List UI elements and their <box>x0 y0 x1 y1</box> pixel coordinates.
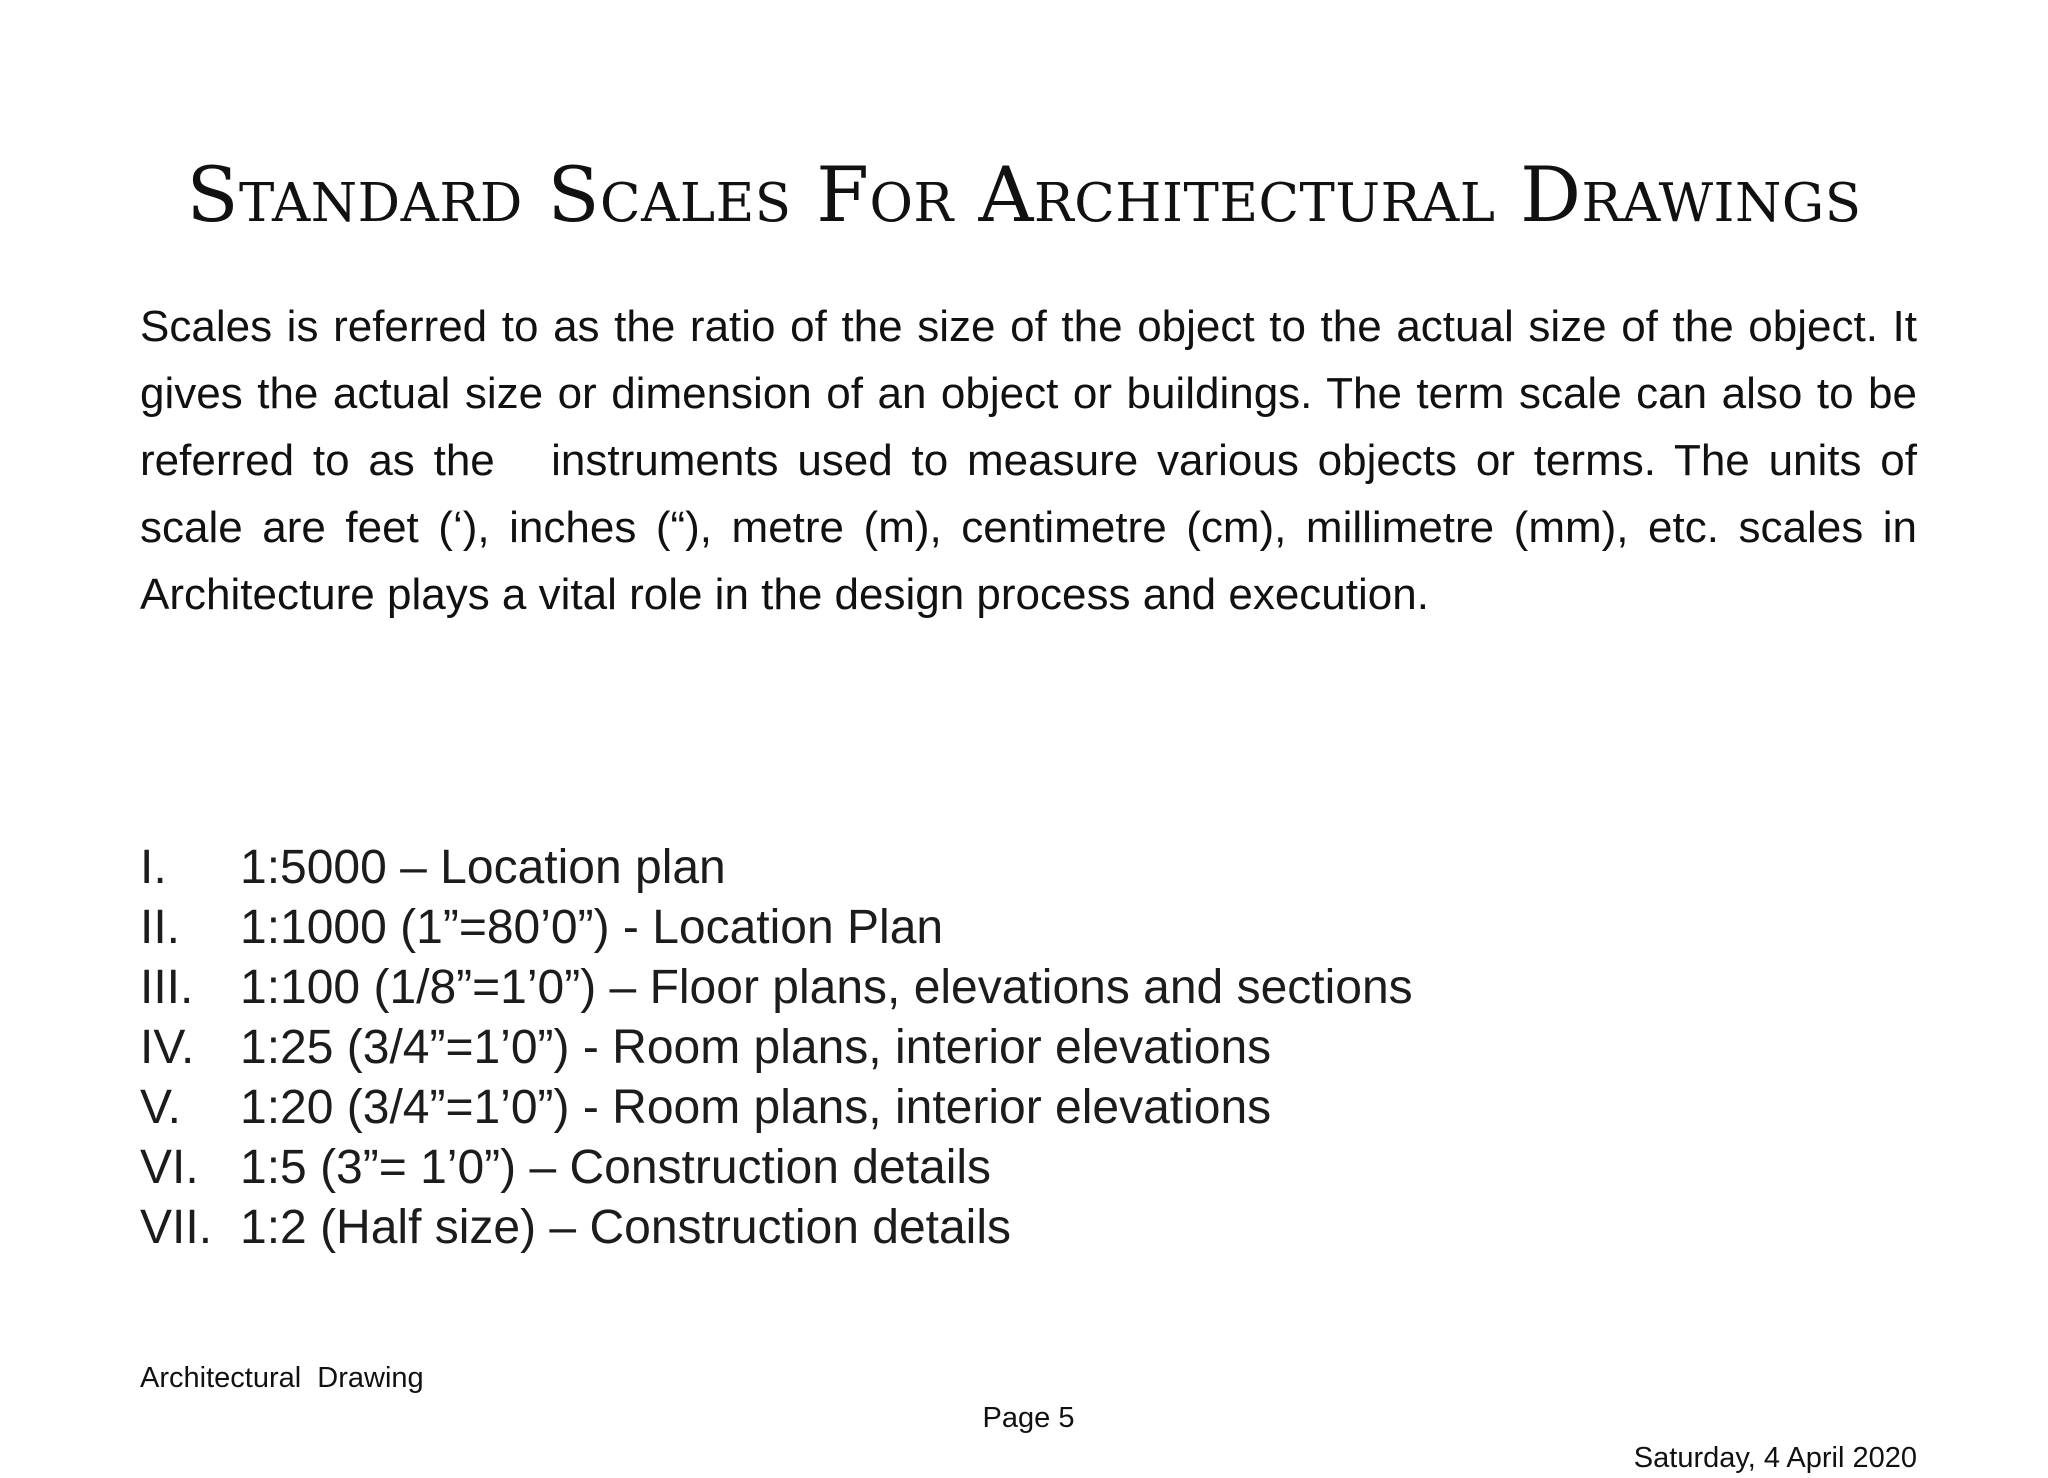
list-item <box>140 1078 1413 1138</box>
footer-page-number: Page 5 <box>982 1402 1075 1434</box>
list-item-text: 1:5 (3”= 1’0”) – Construction details <box>240 1141 992 1194</box>
list-item-numeral: V. <box>140 1081 181 1134</box>
scales-list <box>140 838 1413 1258</box>
list-item-numeral: III. <box>140 961 194 1014</box>
list-item-text: 1:5000 – Location plan <box>240 841 726 894</box>
list-item <box>140 958 1413 1018</box>
list-item <box>140 838 1413 898</box>
list-item <box>140 1018 1413 1078</box>
page-title: Standard Scales For Architectural Drawings <box>186 150 1862 239</box>
list-item-text: 1:2 (Half size) – Construction details <box>240 1201 1011 1254</box>
list-item-text: 1:100 (1/8”=1’0”) – Floor plans, elevations and sections <box>240 961 1413 1014</box>
footer-date: Saturday, 4 April 2020 <box>1633 1442 1917 1474</box>
list-item-numeral: II. <box>140 901 181 954</box>
list-item <box>140 1138 1413 1198</box>
list-item <box>140 1198 1413 1258</box>
footer-document-title: Architectural Drawing <box>140 1362 424 1394</box>
list-item-text: 1:25 (3/4”=1’0”) - Room plans, interior elevations <box>240 1021 1272 1074</box>
list-item-numeral: VII. <box>140 1201 213 1254</box>
list-item-numeral: I. <box>140 841 167 894</box>
page-footer <box>140 1318 1917 1474</box>
list-item-numeral: VI. <box>140 1141 199 1194</box>
intro-paragraph: Scales is referred to as the ratio of the size of the object to the actual size of the object. It gives the actual size or dimension of an object or buildings. The term scale can also to be referred to as the instruments used to measure various objects or terms. The units of scale are feet (‘), inches (“), metre (m), centimetre (cm), millimetre (mm), etc. scales in Architecture plays a vital role in the design process and execution. <box>140 302 1930 619</box>
list-item-numeral: IV. <box>140 1021 195 1074</box>
list-item-text: 1:1000 (1”=80’0”) - Location Plan <box>240 901 944 954</box>
list-item-text: 1:20 (3/4”=1’0”) - Room plans, interior elevations <box>240 1081 1272 1134</box>
list-item <box>140 898 1413 958</box>
